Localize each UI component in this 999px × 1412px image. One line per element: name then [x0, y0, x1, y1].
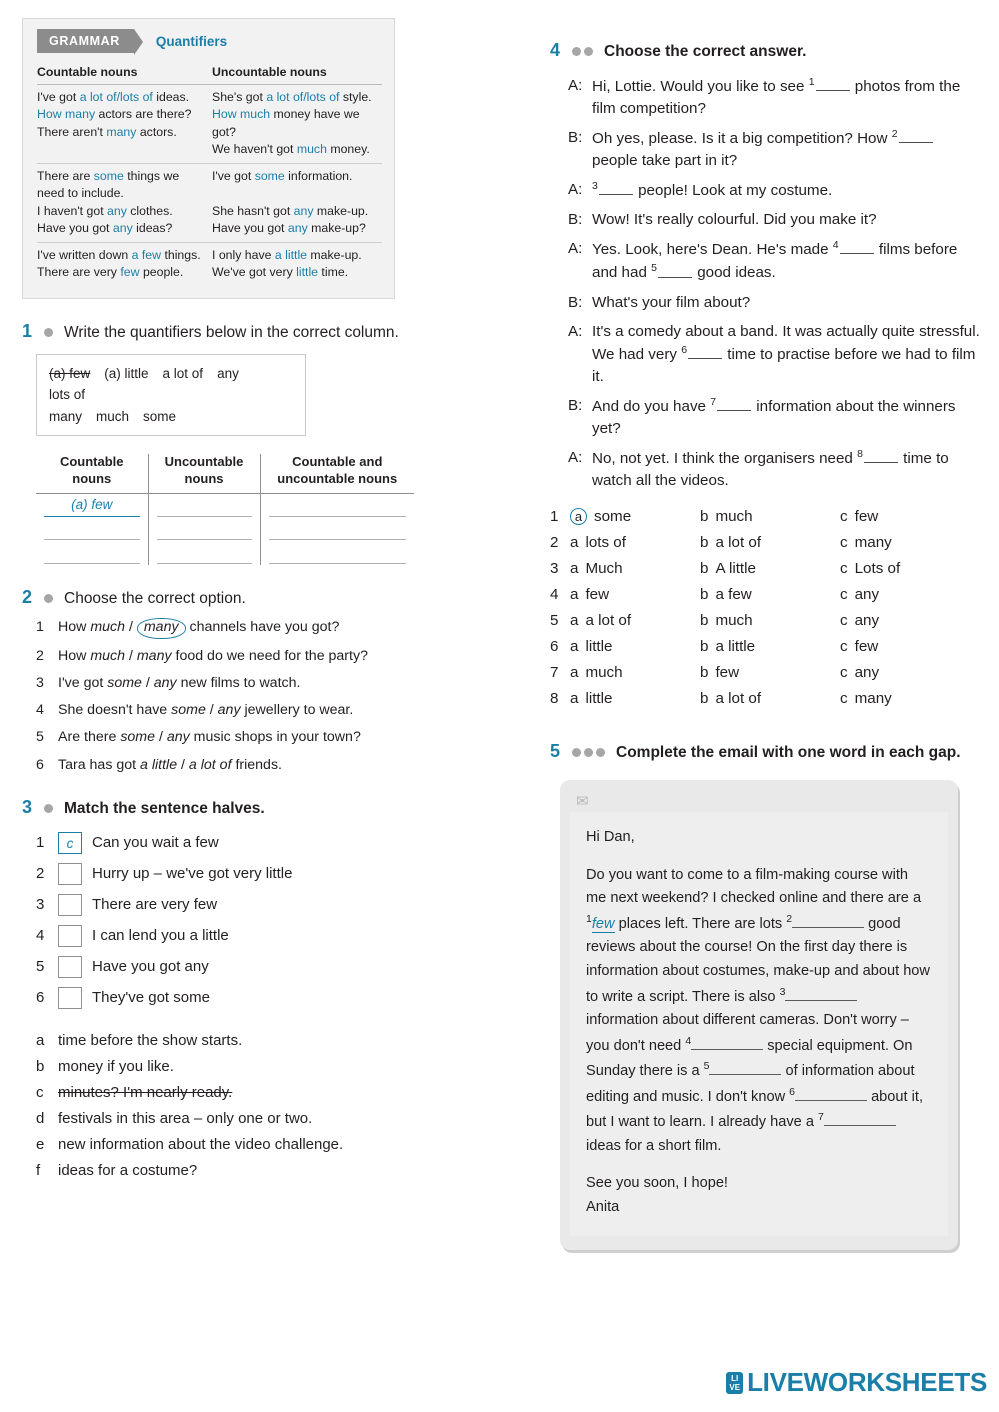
gap-8[interactable]	[864, 450, 898, 463]
gap-number: 3	[779, 985, 786, 998]
item-post-text: friends.	[231, 756, 282, 773]
item-pre-text: Tara has got	[58, 756, 141, 773]
option-2[interactable]: any	[153, 675, 177, 692]
option-c-letter: c	[840, 508, 848, 525]
exercise-5-heading	[550, 741, 980, 762]
answer-field-both-2[interactable]	[269, 518, 407, 540]
item-number: 3	[36, 675, 44, 692]
option-c-label[interactable]: few	[854, 508, 879, 525]
option-b-letter: b	[700, 612, 709, 629]
gap-number: 7	[818, 1111, 824, 1124]
match-answer-box[interactable]	[58, 925, 82, 947]
option-1[interactable]: some	[171, 702, 206, 719]
option-b-letter: b	[700, 690, 709, 707]
option-row	[550, 508, 980, 525]
item-pre-text: How	[58, 647, 91, 664]
item-number: 1	[36, 834, 45, 852]
answer-field-both-3[interactable]	[269, 542, 407, 564]
option-c-letter: c	[840, 586, 848, 603]
match-text: I can lend you a little	[92, 927, 229, 945]
left-column	[22, 18, 442, 1188]
word-bank-item[interactable]: lots of	[49, 387, 86, 403]
option-b-letter: b	[700, 638, 709, 655]
item-number: 4	[36, 702, 44, 719]
match-answer-box[interactable]	[58, 894, 82, 916]
exercise-1-difficulty-dots	[44, 328, 56, 337]
dialogue-line: A: It's a comedy about a band. It was actually quite stressful. We had very $^6$ time to practise before we had to film it.	[568, 321, 980, 388]
exercise-2-item: 2 How much / many food do we need for the party?	[36, 647, 442, 666]
answer-table-row	[36, 493, 414, 517]
option-c-label[interactable]: any	[854, 612, 880, 629]
email-gap-5[interactable]	[709, 1061, 781, 1075]
gap-3[interactable]	[599, 182, 633, 195]
item-number: 1	[36, 619, 44, 636]
gap-number: 8	[857, 447, 863, 460]
email-gap-3[interactable]	[785, 987, 857, 1001]
gap-number: 2	[786, 912, 793, 925]
match-row	[36, 956, 442, 978]
gap-number: 5	[651, 262, 657, 275]
item-number: 5	[36, 729, 44, 746]
exercise-3-title: Match the sentence halves.	[64, 799, 265, 817]
option-a-letter: a	[570, 534, 579, 551]
gap-number: 3	[592, 180, 598, 193]
ending-letter: f	[36, 1161, 41, 1179]
grammar-table	[37, 61, 382, 286]
dialogue-line: A: Hi, Lottie. Would you like to see $^1$ photos from the film competition?	[568, 75, 980, 120]
option-2[interactable]: any	[166, 729, 190, 746]
option-2[interactable]: any	[217, 702, 241, 719]
item-number: 5	[550, 612, 559, 629]
item-number: 3	[550, 560, 559, 577]
item-pre-text: She doesn't have	[58, 702, 172, 719]
match-answer-box[interactable]	[58, 956, 82, 978]
ending-row	[36, 1032, 442, 1049]
grammar-table-header-row	[37, 61, 382, 85]
exercise-5-number: 5	[550, 741, 561, 761]
option-1[interactable]: some	[107, 675, 142, 692]
exercise-2-items	[36, 618, 442, 774]
dialogue-text: What's your film about?	[592, 293, 751, 311]
answer-table-header-row	[36, 454, 414, 493]
option-row	[550, 664, 980, 681]
gap-7[interactable]	[717, 398, 751, 411]
exercise-2-item: 3 I've got some / any new films to watch.	[36, 674, 442, 693]
option-a-letter: a	[570, 612, 579, 629]
option-1[interactable]: much	[90, 647, 126, 664]
option-1[interactable]: much	[90, 619, 126, 636]
exercise-2	[22, 587, 442, 774]
grammar-topic-label: Quantifiers	[155, 33, 228, 49]
answer-table-row	[36, 517, 414, 541]
exercise-2-item: 1 How much / many channels have you got?	[36, 618, 442, 639]
exercise-2-title: Choose the correct option.	[64, 590, 246, 608]
word-bank-item[interactable]: a lot of	[162, 365, 204, 381]
gap-number: 1	[586, 912, 592, 925]
item-number: 3	[36, 896, 45, 914]
right-column	[550, 40, 980, 1250]
exercise-5-title: Complete the email with one word in each gap.	[616, 744, 961, 761]
grammar-row-1	[37, 85, 382, 164]
ending-row	[36, 1162, 442, 1179]
option-b-label[interactable]: a few	[715, 586, 752, 603]
dialogue-line: A: Yes. Look, here's Dean. He's made $^4$ films before and had $^5$ good ideas.	[568, 238, 980, 284]
logo-badge	[726, 1372, 743, 1394]
item-pre-text: Are there	[58, 729, 121, 746]
gap-6[interactable]	[688, 346, 722, 359]
item-number: 1	[550, 508, 559, 525]
item-number: 6	[36, 989, 45, 1007]
match-answer-box[interactable]	[58, 987, 82, 1009]
item-post-text: food do we need for the party?	[171, 647, 368, 664]
column-header-countable: Countable nouns	[36, 454, 148, 493]
email-signoff: See you soon, I hope!	[586, 1175, 728, 1192]
answer-table-row	[36, 541, 414, 565]
email-answer-1[interactable]: few	[591, 915, 615, 932]
match-row	[36, 894, 442, 916]
option-a-letter: a	[570, 690, 579, 707]
ending-letter: c	[36, 1083, 44, 1101]
answer-field-countable-2[interactable]	[44, 518, 140, 540]
exercise-5-difficulty-dots	[572, 748, 608, 757]
match-text: Hurry up – we've got very little	[92, 865, 293, 883]
ending-letter: d	[36, 1109, 45, 1127]
email-gap-4[interactable]	[691, 1036, 763, 1050]
exercise-2-number: 2	[22, 587, 33, 608]
ending-text: new information about the video challenge.	[58, 1135, 344, 1153]
grammar-cell-countable-3: I've written down a few things. There are very few people.	[37, 247, 201, 280]
item-number: 6	[550, 638, 559, 655]
speaker-label: A:	[568, 322, 583, 340]
speaker-label: B:	[568, 293, 583, 311]
option-a-label[interactable]: few	[585, 586, 610, 603]
match-row	[36, 863, 442, 885]
exercise-4-number: 4	[550, 40, 561, 60]
item-pre-text: How	[58, 619, 91, 636]
match-row	[36, 832, 442, 854]
option-row	[550, 690, 980, 707]
exercise-5	[550, 741, 980, 1250]
option-c-label[interactable]: many	[854, 534, 892, 551]
exercise-4	[550, 40, 980, 707]
option-b-label[interactable]: a lot of	[715, 690, 762, 707]
exercise-1	[22, 321, 442, 566]
option-2[interactable]: a lot of	[188, 756, 232, 773]
match-text: They've got some	[92, 989, 210, 1007]
option-c-letter: c	[840, 638, 848, 655]
dialogue-line	[568, 292, 980, 314]
speaker-label: A:	[568, 240, 583, 258]
column-header-both: Countable and uncountable nouns	[260, 454, 414, 493]
option-b-label[interactable]: a lot of	[715, 534, 762, 551]
logo-wordmark: LIVEWORKSHEETS	[747, 1367, 987, 1397]
option-c-label[interactable]: many	[854, 690, 892, 707]
option-b-label[interactable]: much	[715, 612, 753, 629]
word-bank-item[interactable]: (a) few	[49, 365, 91, 381]
option-b-letter: b	[700, 664, 709, 681]
grammar-header-countable: Countable nouns	[37, 61, 212, 85]
exercise-4-title: Choose the correct answer.	[604, 43, 807, 60]
item-number: 7	[550, 664, 559, 681]
exercise-4-dialogue	[568, 75, 980, 492]
ending-row	[36, 1058, 442, 1075]
email-greeting: Hi Dan,	[586, 829, 635, 845]
ending-row	[36, 1136, 442, 1153]
grammar-tab-label: GRAMMAR	[37, 29, 134, 53]
option-c-label[interactable]: any	[854, 664, 880, 681]
gap-number: 5	[703, 1060, 710, 1073]
dialogue-text: Wow! It's really colourful. Did you make it?	[592, 211, 877, 229]
option-a-label[interactable]: lots of	[585, 534, 626, 551]
option-c-letter: c	[840, 690, 848, 707]
grammar-box	[22, 18, 395, 299]
match-text: Can you wait a few	[92, 834, 219, 852]
gap-1[interactable]	[816, 78, 850, 91]
match-row	[36, 925, 442, 947]
email-gap-2[interactable]	[792, 914, 864, 928]
option-a-label[interactable]: much	[585, 664, 623, 681]
option-2-selected[interactable]: many	[137, 618, 186, 639]
exercise-1-heading	[22, 321, 442, 342]
item-post-text: channels have you got?	[185, 619, 340, 636]
item-number: 2	[550, 534, 559, 551]
exercise-2-difficulty-dots	[44, 594, 56, 603]
ending-text: ideas for a costume?	[58, 1161, 198, 1179]
item-post-text: music shops in your town?	[189, 729, 361, 746]
exercise-1-number: 1	[22, 320, 33, 341]
speaker-label: B:	[568, 396, 583, 414]
option-a-letter: a	[570, 638, 579, 655]
dialogue-line: B: Oh yes, please. Is it a big competition? How $^2$ people take part in it?	[568, 127, 980, 172]
option-2[interactable]: many	[136, 647, 172, 664]
answer-field-countable-1[interactable]: (a) few	[44, 495, 140, 517]
option-a-letter: a	[570, 664, 579, 681]
option-a-label[interactable]: some	[594, 508, 632, 525]
option-b-label[interactable]: A little	[715, 560, 756, 577]
answer-field-uncountable-3[interactable]	[157, 542, 252, 564]
exercise-2-heading	[22, 587, 442, 608]
liveworksheets-logo	[726, 1367, 987, 1398]
grammar-row-3	[37, 242, 382, 285]
logo-badge-line2: VE	[729, 1382, 741, 1392]
exercise-1-word-bank	[36, 354, 306, 437]
ending-row	[36, 1084, 442, 1101]
answer-field-uncountable-2[interactable]	[157, 518, 252, 540]
ending-letter: e	[36, 1135, 45, 1153]
grammar-cell-uncountable-1: She's got a lot of/lots of style. How much money have we got? We haven't got much money.	[212, 85, 382, 164]
option-1[interactable]: some	[120, 729, 156, 746]
option-b-letter: b	[700, 560, 709, 577]
gap-4[interactable]	[840, 241, 874, 254]
gap-5[interactable]	[658, 265, 692, 278]
option-b-label[interactable]: much	[715, 508, 753, 525]
ending-row	[36, 1110, 442, 1127]
email-gap-6[interactable]	[795, 1087, 867, 1101]
option-c-letter: c	[840, 534, 848, 551]
grammar-cell-uncountable-3: I only have a little make-up. We've got very little time.	[212, 247, 362, 280]
email-paragraph: Do you want to come to a film-making course with me next weekend? I checked online and there are a $^1$few places left. There are lots $^2$ good reviews about the course! On the first day there is information about costumes, make-up and about how to write a script. There is also $^3$ information about different cameras. Don't worry – you don't need $^4$ special equipment. On Sunday there is a $^5$ of information about editing and music. I don't know $^6$ about it, but I want to learn. I already have a $^7$ ideas for a short film.	[586, 866, 930, 1154]
ending-text: festivals in this area – only one or two.	[58, 1109, 313, 1127]
match-answer-box[interactable]	[58, 863, 82, 885]
word-bank-item[interactable]: any	[217, 365, 239, 381]
option-a-label[interactable]: a lot of	[585, 612, 632, 629]
option-row	[550, 586, 980, 603]
email-body	[570, 812, 948, 1236]
logo-badge-line1: LI	[731, 1373, 739, 1383]
item-pre-text: I've got	[58, 675, 108, 692]
option-a-selected-marker[interactable]: a	[570, 508, 587, 525]
word-bank-item[interactable]: some	[143, 408, 177, 424]
ending-text: time before the show starts.	[58, 1031, 243, 1049]
gap-number: 6	[681, 343, 688, 356]
exercise-4-options	[550, 508, 980, 707]
match-row	[36, 987, 442, 1009]
word-bank-item[interactable]: many	[49, 408, 83, 424]
exercise-3	[22, 797, 442, 1179]
answer-field-both-1[interactable]	[269, 495, 407, 517]
email-card	[560, 780, 958, 1250]
match-text: There are very few	[92, 896, 218, 914]
item-number: 8	[550, 690, 559, 707]
grammar-cell-countable-2: There are some things we need to include. I haven't got any clothes. Have you got any ideas?	[37, 163, 212, 242]
exercise-3-heading	[22, 797, 442, 818]
speaker-label: A:	[568, 77, 583, 94]
option-c-letter: c	[840, 612, 848, 629]
option-a-label[interactable]: Much	[585, 560, 623, 577]
speaker-label: A:	[568, 448, 583, 466]
exercise-4-heading	[550, 40, 980, 61]
ending-text: minutes? I'm nearly ready.	[58, 1083, 233, 1101]
exercise-1-title: Write the quantifiers below in the correct column.	[64, 323, 399, 341]
grammar-row-2	[37, 163, 382, 242]
option-c-label[interactable]: Lots of	[854, 560, 901, 577]
gap-number: 2	[891, 128, 898, 141]
exercise-3-difficulty-dots	[44, 804, 56, 813]
item-number: 6	[36, 756, 44, 773]
option-row	[550, 534, 980, 551]
exercise-2-item: 4 She doesn't have some / any jewellery to wear.	[36, 701, 442, 720]
answer-field-uncountable-1[interactable]	[157, 495, 252, 517]
envelope-icon: ✉	[576, 793, 589, 810]
exercise-3-halves	[36, 832, 442, 1179]
grammar-box-header	[23, 29, 394, 61]
dialogue-line: A: $^3$ people! Look at my costume.	[568, 179, 980, 202]
grammar-header-uncountable: Uncountable nouns	[212, 61, 382, 85]
gap-number: 1	[808, 76, 815, 88]
option-a-label[interactable]: little	[585, 690, 613, 707]
option-a-label[interactable]: little	[585, 638, 613, 655]
word-bank-item[interactable]: (a) little	[104, 365, 149, 381]
option-row	[550, 638, 980, 655]
option-a-letter: a	[570, 560, 579, 577]
option-b-letter: b	[700, 534, 709, 551]
option-1[interactable]: a little	[140, 756, 178, 773]
option-c-letter: c	[840, 664, 848, 681]
item-post-text: jewellery to wear.	[240, 702, 354, 719]
dialogue-line	[568, 209, 980, 231]
item-number: 4	[550, 586, 559, 603]
speaker-label: A:	[568, 181, 583, 199]
gap-number: 4	[685, 1034, 692, 1047]
match-answer-box[interactable]: c	[58, 832, 82, 854]
column-header-uncountable: Uncountable nouns	[148, 454, 260, 493]
option-row	[550, 560, 980, 577]
ending-text: money if you like.	[58, 1057, 174, 1075]
ending-letter: b	[36, 1057, 45, 1075]
item-number: 2	[36, 647, 44, 664]
dialogue-line: A: No, not yet. I think the organisers need $^8$ time to watch all the videos.	[568, 447, 980, 492]
match-text: Have you got any	[92, 958, 209, 976]
option-row	[550, 612, 980, 629]
option-b-label[interactable]: few	[715, 664, 740, 681]
gap-number: 7	[710, 395, 717, 408]
option-c-label[interactable]: any	[854, 586, 880, 603]
gap-number: 6	[789, 1085, 796, 1098]
item-number: 5	[36, 958, 45, 976]
exercise-2-item: 6 Tara has got a little / a lot of friends.	[36, 756, 442, 775]
exercise-5-email	[560, 780, 958, 1250]
option-c-letter: c	[840, 560, 848, 577]
email-card-header	[570, 790, 948, 812]
email-sender-name: Anita	[586, 1199, 620, 1216]
dialogue-line: B: And do you have $^7$ information about the winners yet?	[568, 395, 980, 440]
grammar-cell-countable-1: I've got a lot of/lots of ideas. How many actors are there? There aren't many actors.	[37, 85, 212, 164]
exercise-1-answer-table	[36, 454, 414, 565]
gap-number: 4	[832, 239, 839, 252]
email-gap-7[interactable]	[824, 1112, 896, 1126]
speaker-label: B:	[568, 211, 583, 229]
option-c-label[interactable]: few	[854, 638, 879, 655]
exercise-2-item: 5 Are there some / any music shops in your town?	[36, 728, 442, 747]
option-b-label[interactable]: a little	[715, 638, 756, 655]
exercise-3-number: 3	[22, 796, 33, 817]
grammar-cell-uncountable-2: I've got some information. She hasn't got any make-up. Have you got any make-up?	[212, 163, 382, 242]
option-b-letter: b	[700, 508, 709, 525]
option-b-letter: b	[700, 586, 709, 603]
ending-letter: a	[36, 1031, 45, 1049]
speaker-label: B:	[568, 129, 583, 147]
word-bank-item[interactable]: much	[96, 408, 130, 424]
option-a-letter: a	[570, 586, 579, 603]
exercise-4-difficulty-dots	[572, 47, 596, 56]
item-post-text: new films to watch.	[176, 675, 301, 692]
answer-field-countable-3[interactable]	[44, 542, 140, 564]
item-number: 4	[36, 927, 45, 945]
item-number: 2	[36, 865, 45, 883]
gap-2[interactable]	[899, 130, 933, 143]
